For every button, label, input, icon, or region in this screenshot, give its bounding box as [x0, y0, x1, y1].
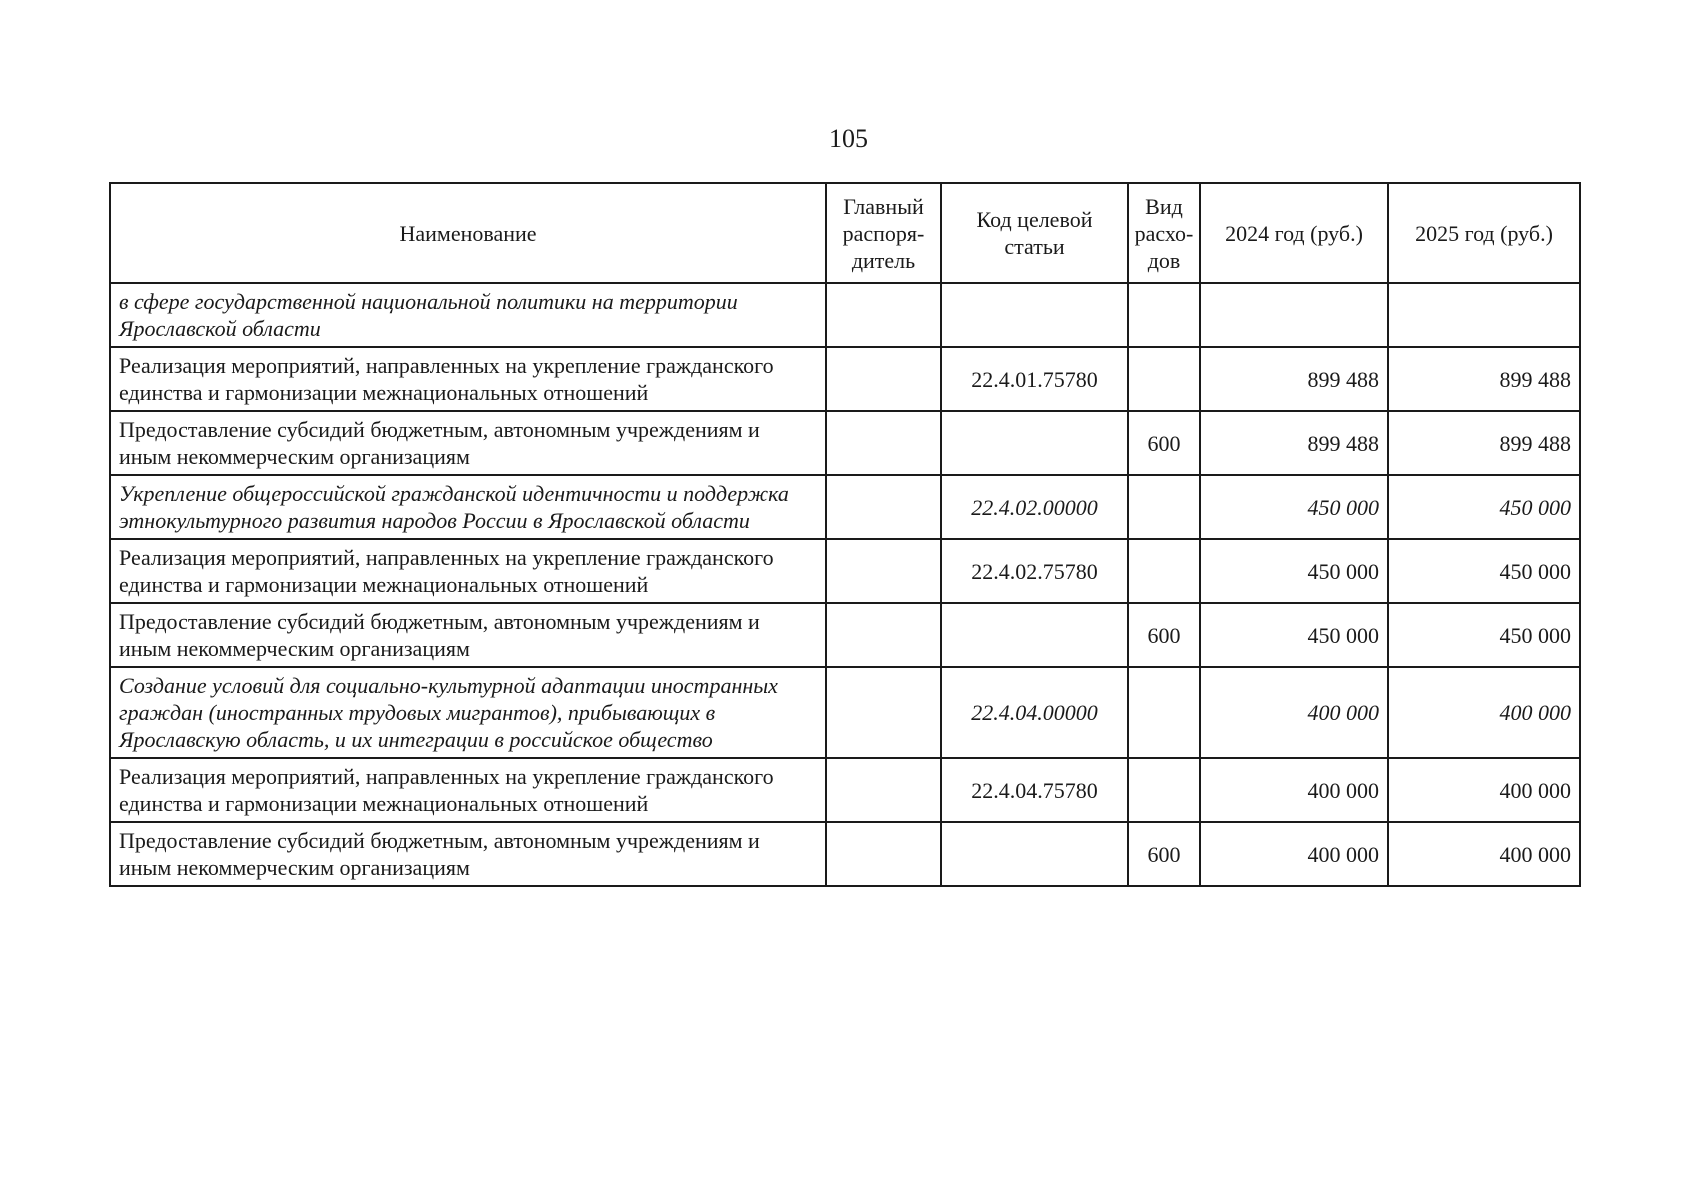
cell-expense-type — [1128, 347, 1200, 411]
table-row — [110, 822, 1580, 886]
table-row — [110, 667, 1580, 758]
cell-year-2025: 450 000 — [1388, 539, 1580, 603]
cell-expense-type — [1128, 283, 1200, 347]
cell-target-code — [941, 603, 1128, 667]
cell-expense-type — [1128, 475, 1200, 539]
cell-name: Предоставление субсидий бюджетным, автономным учреждениям и иным некоммерческим организациям — [110, 822, 826, 886]
page-number: 105 — [829, 124, 868, 153]
cell-main-manager — [826, 603, 941, 667]
cell-year-2024: 400 000 — [1200, 758, 1388, 822]
header-main-manager: Главный распоря-дитель — [826, 183, 941, 283]
cell-name: Укрепление общероссийской гражданской идентичности и поддержка этнокультурного развития народов России в Ярославской области — [110, 475, 826, 539]
table-row — [110, 283, 1580, 347]
table-header-row — [110, 183, 1580, 283]
cell-expense-type — [1128, 758, 1200, 822]
cell-name: в сфере государственной национальной политики на территории Ярославской области — [110, 283, 826, 347]
table-row — [110, 475, 1580, 539]
header-year-2025: 2025 год (руб.) — [1388, 183, 1580, 283]
cell-main-manager — [826, 347, 941, 411]
cell-main-manager — [826, 475, 941, 539]
header-expense-type: Вид расхо-дов — [1128, 183, 1200, 283]
cell-main-manager — [826, 758, 941, 822]
cell-year-2025: 899 488 — [1388, 411, 1580, 475]
cell-name: Реализация мероприятий, направленных на укрепление гражданского единства и гармонизации межнациональных отношений — [110, 758, 826, 822]
table-row — [110, 758, 1580, 822]
cell-year-2025: 450 000 — [1388, 475, 1580, 539]
cell-main-manager — [826, 667, 941, 758]
cell-name: Предоставление субсидий бюджетным, автономным учреждениям и иным некоммерческим организациям — [110, 603, 826, 667]
table-row — [110, 347, 1580, 411]
cell-year-2025: 400 000 — [1388, 822, 1580, 886]
cell-year-2025: 400 000 — [1388, 758, 1580, 822]
cell-target-code — [941, 283, 1128, 347]
cell-target-code: 22.4.02.00000 — [941, 475, 1128, 539]
cell-main-manager — [826, 539, 941, 603]
cell-year-2024: 450 000 — [1200, 539, 1388, 603]
cell-name: Создание условий для социально-культурной адаптации иностранных граждан (иностранных трудовых мигрантов), прибывающих в Ярославскую область, и их интеграции в российское общество — [110, 667, 826, 758]
cell-year-2024: 899 488 — [1200, 347, 1388, 411]
cell-name: Реализация мероприятий, направленных на укрепление гражданского единства и гармонизации межнациональных отношений — [110, 347, 826, 411]
header-year-2024: 2024 год (руб.) — [1200, 183, 1388, 283]
cell-expense-type: 600 — [1128, 411, 1200, 475]
cell-name: Предоставление субсидий бюджетным, автономным учреждениям и иным некоммерческим организациям — [110, 411, 826, 475]
cell-target-code: 22.4.01.75780 — [941, 347, 1128, 411]
table-row — [110, 603, 1580, 667]
cell-main-manager — [826, 283, 941, 347]
cell-expense-type — [1128, 539, 1200, 603]
header-name: Наименование — [110, 183, 826, 283]
cell-year-2025: 450 000 — [1388, 603, 1580, 667]
cell-main-manager — [826, 411, 941, 475]
cell-year-2025: 400 000 — [1388, 667, 1580, 758]
cell-year-2024: 400 000 — [1200, 667, 1388, 758]
cell-expense-type: 600 — [1128, 822, 1200, 886]
cell-target-code — [941, 411, 1128, 475]
cell-target-code — [941, 822, 1128, 886]
budget-table — [109, 182, 1581, 887]
table-row — [110, 539, 1580, 603]
cell-year-2025: 899 488 — [1388, 347, 1580, 411]
cell-target-code: 22.4.04.00000 — [941, 667, 1128, 758]
cell-main-manager — [826, 822, 941, 886]
cell-target-code: 22.4.02.75780 — [941, 539, 1128, 603]
table-body — [110, 283, 1580, 886]
cell-year-2024 — [1200, 283, 1388, 347]
cell-expense-type: 600 — [1128, 603, 1200, 667]
cell-name: Реализация мероприятий, направленных на укрепление гражданского единства и гармонизации межнациональных отношений — [110, 539, 826, 603]
cell-target-code: 22.4.04.75780 — [941, 758, 1128, 822]
cell-year-2024: 400 000 — [1200, 822, 1388, 886]
header-target-code: Код целевой статьи — [941, 183, 1128, 283]
cell-year-2024: 899 488 — [1200, 411, 1388, 475]
cell-year-2024: 450 000 — [1200, 603, 1388, 667]
cell-year-2024: 450 000 — [1200, 475, 1388, 539]
cell-year-2025 — [1388, 283, 1580, 347]
cell-expense-type — [1128, 667, 1200, 758]
table-row — [110, 411, 1580, 475]
